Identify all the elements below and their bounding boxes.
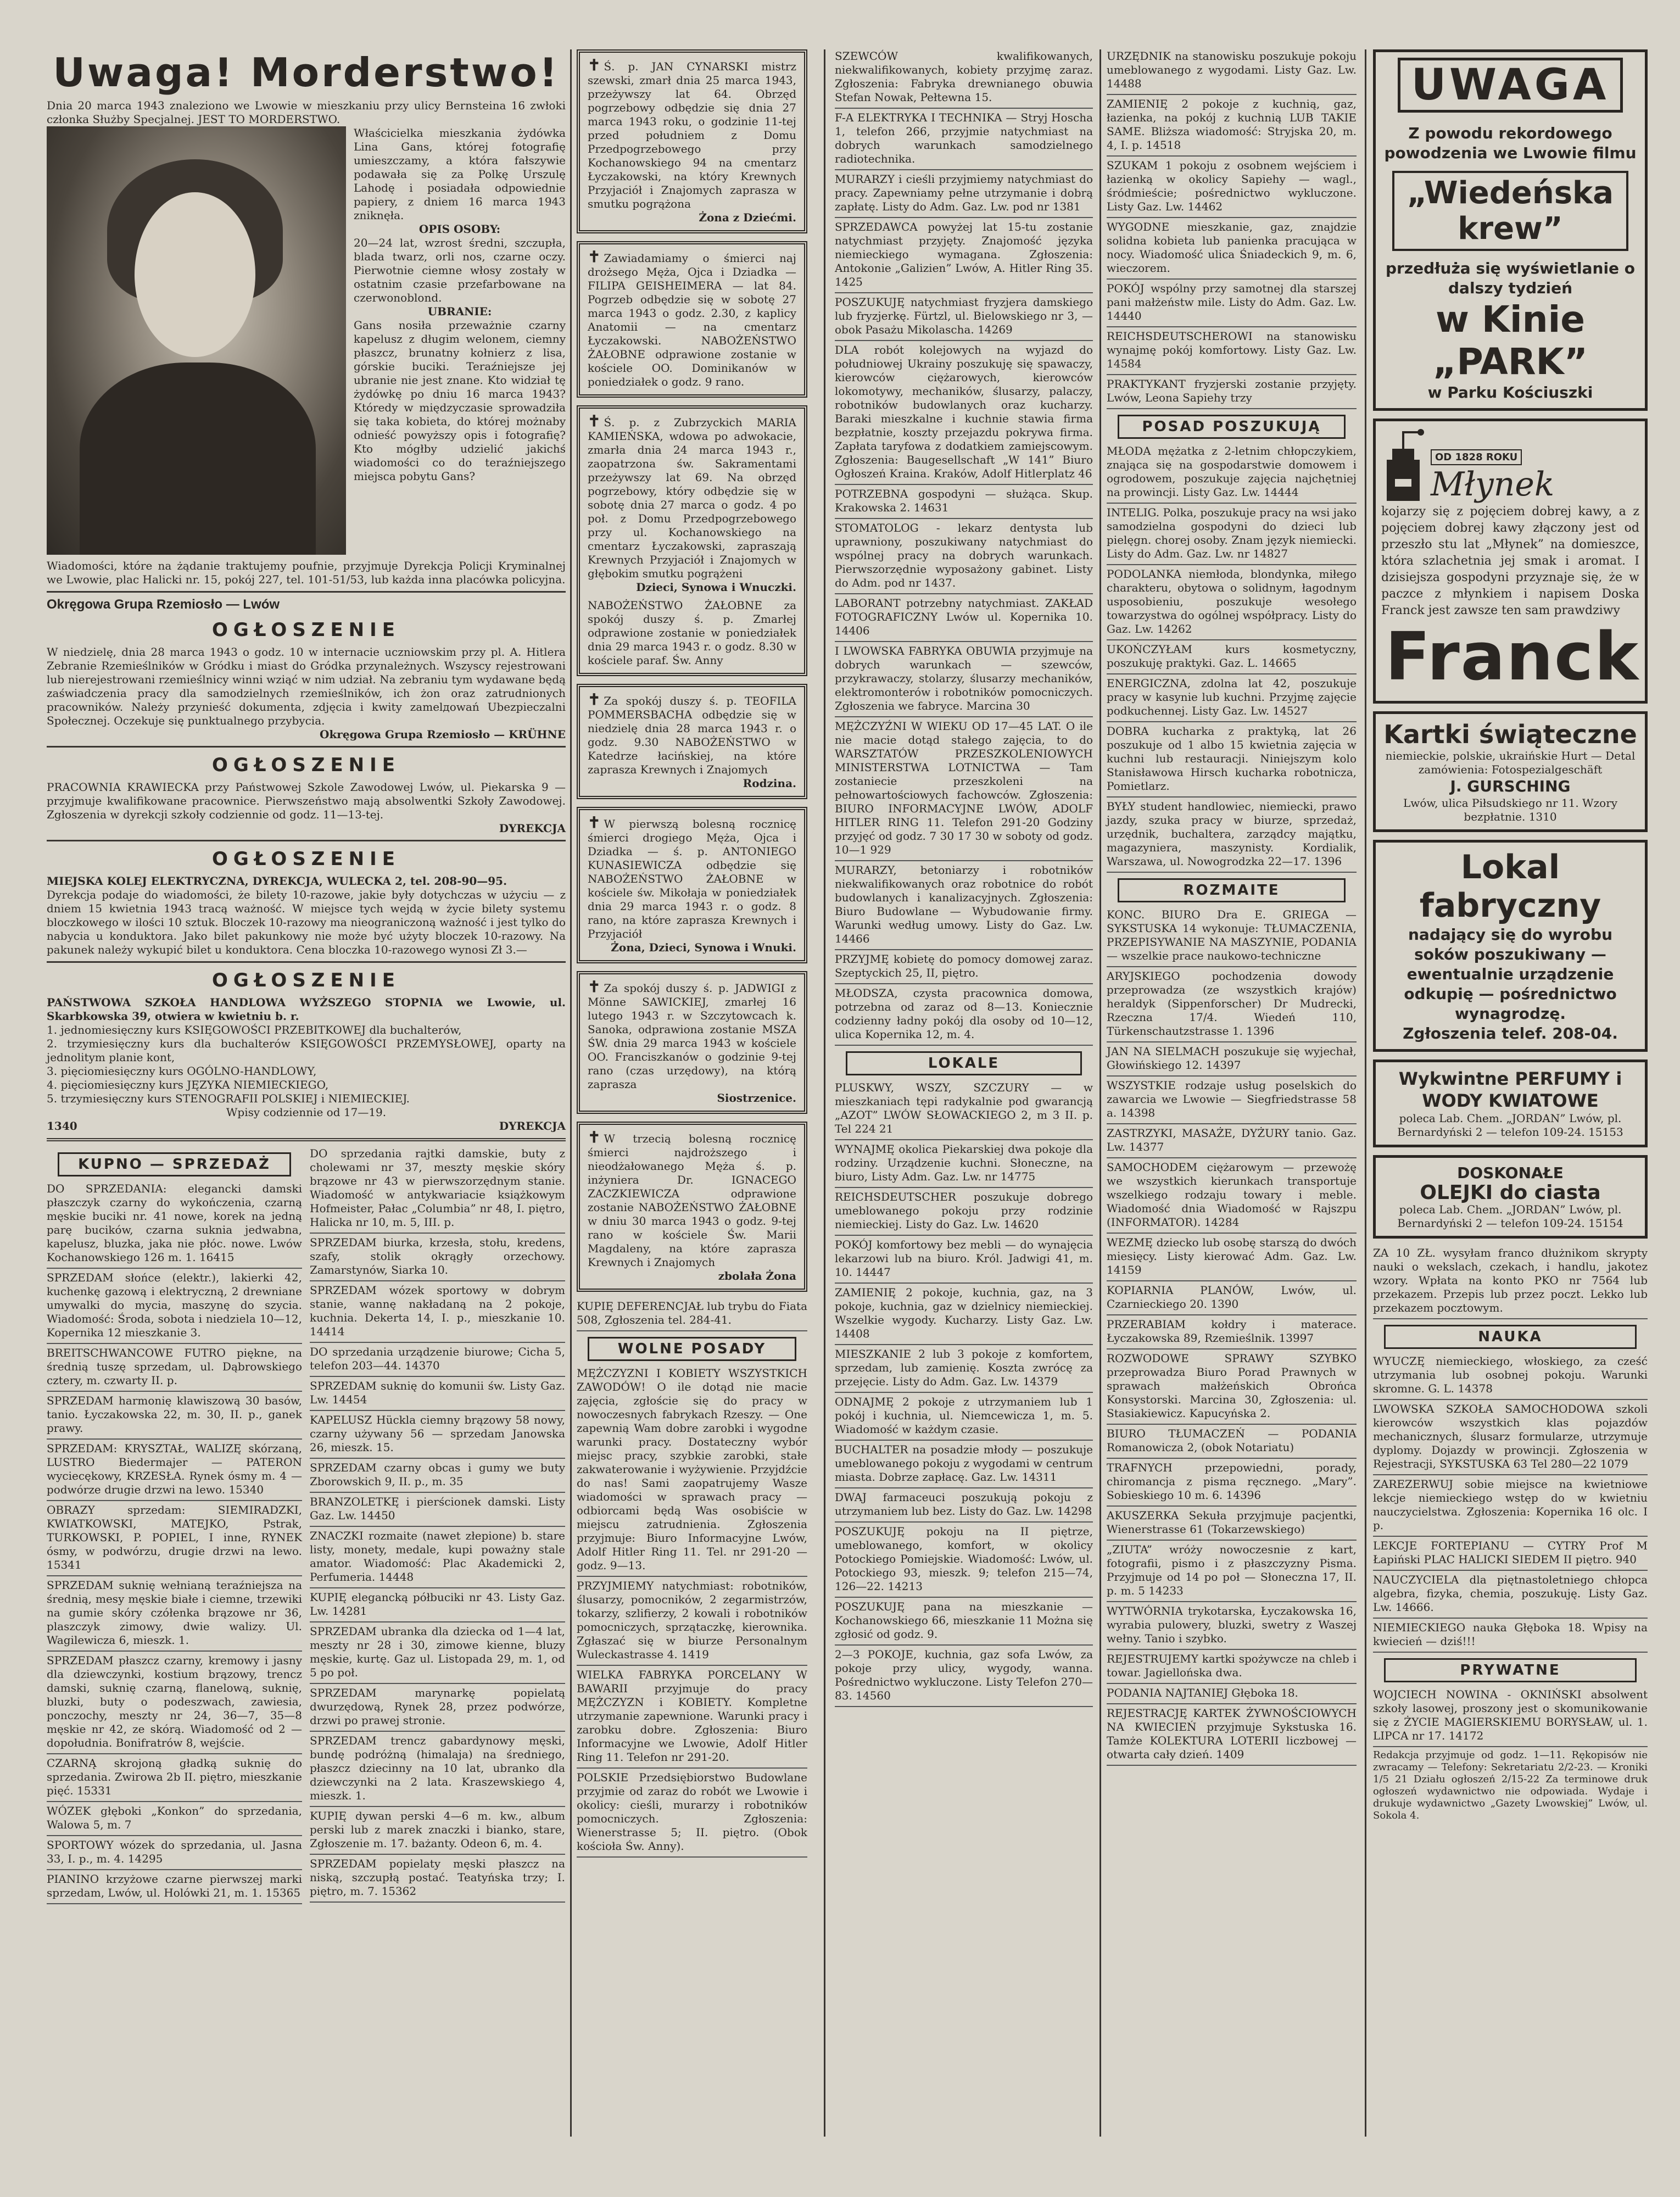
classified-ad: BUCHALTER na posadzie młody — poszukuje umeblowanego pokoju z wygodami w centrum miasta. Dobrze zapłacę. Gaz. Lw. 14311 (835, 1443, 1093, 1488)
classified-ad: KUPIĘ dywan perski 4—6 m. kw., album perski lub z marek znaczki i bianko, stare, Zgłoszenie m. 17. bażanty. Odeon 6, m. 4. (310, 1809, 565, 1855)
classified-ad: MURARZY, betoniarzy i robotników niekwalifikowanych oraz robotnice do robót budowlanych i kanalizacyjnych. Zgłoszenia: Biuro Budowlane — Wybudowanie firmy. Warunki według umowy. Listy do Gaz. Lw. 14466 (835, 863, 1093, 950)
column-rule (570, 49, 572, 2137)
film-title: „Wiedeńska krew” (1392, 171, 1628, 251)
obituary-text: Ś. p. JAN CYNARSKI mistrz szewski, zmarł dnia 25 marca 1943, przeżywszy lat 64. Obrzęd pogrzebowy odbędzie się dnia 27 marca 1943 roku, o godzinie 11-tej przed południem z Domu Przedpogrzebowego przy Kochanowskiego 94 na cmentarz Łyczakowski, na który Krewnych Przyjaciół i Znajomych zaprasza w smutku pogrążona (588, 60, 796, 210)
classified-ad: SPRZEDAWCA powyżej lat 15-tu zostanie natychmiast przyjęty. Znajomość języka niemieckiego wymagana. Zgłoszenia: Antokonie „Galizien” Lwów, A. Hitler Ring 35. 1425 (835, 220, 1093, 293)
ogloszenie-1-sig: Okręgowa Grupa Rzemiosło — KRÜHNE (320, 728, 566, 741)
photo-face (135, 192, 255, 357)
classified-ad: WEZMĘ dziecko lub osobę starszą do dwóch miesięcy. Listy kierować Adm. Gaz. Lw. 14159 (1107, 1236, 1357, 1281)
classified-ad: PRZYJMĘ kobietę do pomocy domowej zaraz. Szeptyckich 25, II, piętro. (835, 952, 1093, 984)
ogloszenie-3-text: Dyrekcja podaje do wiadomości, że bilety 10-razowe, jakie były dotychczas w użyciu — z dniem 15 kwietnia 1943 tracą ważność. W miejsce tych wejdą w życie bilety systemu bloczkowego w ilości 10 sztuk. Bloczek 10-razowy ma nieograniczoną ważność i jest tylko do nabycia u konduktora. Jako bilet pakunkowy nie może być użyty bloczek 10-razowy. Na pakunek należy wykupić bilet u konduktora. Cena bloczka 10-razowego wynosi Zł 3.— (47, 888, 566, 956)
column-rule (824, 49, 825, 2137)
classified-ad: NIEMIECKIEGO nauka Głęboka 18. Wpisy na kwiecień — dziś!!! (1373, 1621, 1648, 1653)
ogloszenie-4-item: 2. trzymiesięczny kurs dla buchalterów KSIĘGOWOŚCI PRZEMYSŁOWEJ, oparty na jednolitym planie kont, (47, 1037, 566, 1064)
perfumy-text: poleca Lab. Chem. „JORDAN” Lwów, pl. Bernardyński 2 — telefon 109-24. 15153 (1397, 1112, 1623, 1139)
column-3 (835, 49, 1093, 1709)
classified-ad: WOJCIECH NOWINA - OKNIŃSKI absolwent szkoły lasowej, proszony jest o skomunikowanie się z ŻYCIE MAGIERSKIEMU BORYSŁAW, ul. 1. LIPCA nr 17. 14172 (1373, 1688, 1648, 1747)
classified-ad: MIESZKANIE 2 lub 3 pokoje z komfortem, sprzedam, lub zamienię. Koszta zwrócę za przejęcie. Listy do Adm. Gaz. Lw. 14379 (835, 1347, 1093, 1393)
classified-ad: KUPIĘ elegancką półbuciki nr 43. Listy Gaz. Lw. 14281 (310, 1591, 565, 1622)
kartki-title: Kartki świąteczne (1383, 720, 1637, 749)
classified-ad: PODANIA NAJTANIEJ Głęboka 18. (1107, 1686, 1357, 1704)
classified-ad: OBRAZY sprzedam: SIEMIRADZKI, KWIATKOWSKI, MATEJKO, Pstrak, TURKOWSKI, P. POPIEL, I inne, RYNEK ósmy, w podwórzu, drugie drzwi na lewo. 15341 (47, 1503, 302, 1576)
perfumy-ad (1373, 1060, 1648, 1147)
classified-ad: SPRZEDAM ubranka dla dziecka od 1—4 lat, meszty nr 28 i 30, zimowe kienne, bluzy męskie, kurtę. Gaz ul. Listopada 29, m. 1, od 5 po poł. (310, 1625, 565, 1684)
classified-ad: BREITSCHWANCOWE FUTRO piękne, na średnią tuszę sprzedam, ul. Dąbrowskiego cztery, m. czwarty II. p. (47, 1346, 302, 1392)
classified-ad: SZEWCÓW kwalifikowanych, niekwalifikowanych, kobiety przyjmę zaraz. Zgłoszenia: Fabryka drewnianego obuwia Stefan Nowak, Pełtewna 15. (835, 49, 1093, 109)
classified-ad: ZAREZERWUJ sobie miejsce na kwietniowe lekcje niemieckiego wstęp do w kwietniu nauczycielstwa. Zgłoszenia: Kopernika 16 olc. I p. (1373, 1477, 1648, 1537)
cinema-location: w Parku Kościuszki (1427, 383, 1593, 402)
olejki-text: poleca Lab. Chem. „JORDAN” Lwów, pl. Bernardyński 2 — telefon 109-24. 15154 (1397, 1203, 1623, 1230)
obituary-signature: Rodzina. (743, 777, 796, 790)
obituary (577, 405, 807, 676)
lokal-phone: Zgłoszenia telef. 208-04. (1403, 1024, 1618, 1042)
mlynek-logo: Młynek (1431, 465, 1555, 504)
classified-ad: PRZYJMIEMY natychmiast: robotników, ślusarzy, pomocników, 2 zegarmistrzów, tokarzy, szlifierzy, 2 kowali i robotników pomocniczych, sprzątaczkę, kierownika. Zgłaszać się w biurze Personalnym Wuleckastrasse 4. 1419 (577, 1579, 807, 1666)
headline-murder: Uwaga! Morderstwo! (53, 49, 560, 96)
ogloszenie-4-item: 3. pięciomiesięczny kurs OGÓLNO-HANDLOWY, (47, 1064, 317, 1078)
murder-closing: Wiadomości, które na żądanie traktujemy poufnie, przyjmuje Dyrekcja Policji Kryminalnej we Lwowie, plac Halicki nr. 15, pokój 227, tel. 101-51/53, lub każda inna placówka policyjna. (47, 559, 566, 586)
ogloszenie-2-sig: DYREKCJA (499, 822, 566, 835)
classified-ad: WIELKA FABRYKA PORCELANY W BAWARII przyjmuje do pracy MĘŻCZYZN i KOBIETY. Kompletne utrzymanie zapewnione. Warunki pracy i zarobku dobre. Zgłoszenia: Biuro Informacyjne we Lwowie, Adolf Hitler Ring 11. Telefon nr 291-20. (577, 1668, 807, 1769)
classified-ad: LABORANT potrzebny natychmiast. ZAKŁAD FOTOGRAFICZNY Lwów ul. Kopernika 10. 14406 (835, 596, 1093, 642)
classified-ad: LWOWSKA SZKOŁA SAMOCHODOWA szkoli kierowców wszystkich klas pojazdów mechanicznych, ślusarz formularze, utrzymuje dyplomy. Dojazdy w prowincji. Zgłoszenia w Rejestracji, SYKSTUSKA 63 Tel 280—22 1079 (1373, 1402, 1648, 1475)
classified-ad: KAPELUSZ Hückla ciemny brązowy 58 nowy, czarny używany 56 — sprzedam Janowska 26, mieszk. 15. (310, 1413, 565, 1459)
olejki-ad (1373, 1155, 1648, 1239)
classified-ad: ZAMIENIĘ 2 pokoje, kuchnia, gaz, na 3 pokoje, kuchnia, gaz w dzielnicy niemieckiej. Wszelkie wygody. Kucharzy. Listy Gaz. Lw. 14408 (835, 1286, 1093, 1345)
ogloszenie-4-number: 1340 (47, 1119, 77, 1133)
classified-ad: MĘŻCZYZNI I KOBIETY WSZYSTKICH ZAWODÓW! O ile dotąd nie macie zajęcia, zgłoście się do pracy w nowoczesnych fabrykach Rzeszy. — One zapewnią Wam dobre zarobki i wygodne warunki pracy. Dostateczny wybór miejsc pracy, szybkie zarobki, stałe zakwaterowanie i wyżywienie. Przyjdźcie do nas! Sami zaopatrujemy Wasze wiadomości w sprawach pracy — odbiorcami będą Was osobiście w miejscu zatrudnienia. Zgłoszenia przyjmuje: Biuro Informacyjne Lwów, Adolf Hitler Ring 11. Tel. nr 291-20 — godz. 9—13. (577, 1367, 807, 1577)
ubranie-title: UBRANIE: (427, 305, 492, 318)
cross-icon: ✝ (588, 412, 601, 430)
classified-ad: DLA robót kolejowych na wyjazd do południowej Ukrainy poszukuję się spawaczy, kierowców ciężarowych, kierowców lokomotywy, mechaników, ślusarzy, palaczy, robotników budowlanych oraz kucharzy. Baraki mieszkalne i kuchnie stawia firma bezpłatnie, koszty przejazdu pokrywa firma. Zapłata taryfowa z dodatkiem zamiejscowym. Zgłoszenia: Baugesellschaft „W 141” Biuro Ogłoszeń Kraina. Kraków, Adolf Hitlerplatz 46 (835, 343, 1093, 485)
classified-ad: SZUKAM 1 pokoju z osobnem wejściem i łazienką w okolicy Sapiehy — wagl., śródmieście; pośrednictwo wykluczone. Listy Gaz. Lw. 14462 (1107, 159, 1357, 218)
obituary (577, 684, 807, 799)
lokal-title: Lokal fabryczny (1419, 848, 1601, 925)
cross-icon: ✝ (588, 56, 601, 74)
obituary (577, 49, 807, 233)
classified-ad: REICHSDEUTSCHER poszukuje dobrego umeblowanego pokoju przy rodzinie niemieckiej. Listy do Gaz. Lw. 14620 (835, 1190, 1093, 1236)
olejki-title: OLEJKI do ciasta (1420, 1181, 1601, 1204)
perfumy-title: Wykwintne PERFUMY i WODY KWIATOWE (1398, 1068, 1622, 1111)
classified-ad: SPRZEDAM płaszcz czarny, kremowy i jasny dla dziewczynki, kostium brązowy, trencz damski, suknię czarną, flanelową, suknię, bluzki, buty o podeszwach, zawiesia, ponczochy, meszty nr 24, 36—7, 35—8 męskie nr 42, ze skórą. Wiadomość od 2 — dopołudnia. Bonifratrów 8, wejście. (47, 1654, 302, 1754)
lokale-title: LOKALE (846, 1051, 1082, 1075)
classified-ad: POLSKIE Przedsiębiorstwo Budowlane przyjmie od zaraz do robót we Lwowie i okolicy: cieśli, murarzy i robotników pomocniczych. Zgłoszenia: Wienerstrasse 5; II. piętro. (Obok kościoła Św. Anny). (577, 1771, 807, 1858)
classified-ad: ARYJSKIEGO pochodzenia dowody przeprowadza (ze wszystkich krajów) heraldyk (Sippenforscher) Dr Mudrecki, Rzeczna 17/4. Wiedeń 110, Türkenschautzstrasse 1. 1396 (1107, 969, 1357, 1042)
franck-header (1381, 427, 1639, 504)
posady-title: WOLNE POSADY (588, 1337, 796, 1361)
classified-ad: MURARZY i cieśli przyjmiemy natychmiast do pracy. Zapewniamy pełne utrzymanie i dobrą zapłatę. Listy do Adm. Gaz. Lw. pod nr 1381 (835, 172, 1093, 218)
classified-ad: ZNACZKI rozmaite (nawet złepione) b. stare listy, monety, medale, kupi poważny stale amator. Wiadomość: Plac Akademicki 2, Perfumeria. 14448 (310, 1529, 565, 1588)
ogloszenie-4-sig: DYREKCJA (499, 1119, 566, 1133)
cross-icon: ✝ (588, 1128, 601, 1146)
cross-icon: ✝ (588, 813, 601, 832)
classified-ad: INTELIG. Polka, poszukuje pracy na wsi jako samodzielna gospodyni do dzieci lub pielęgn. chorej osoby. Znam język niemiecki. Listy do Adm. Gaz. Lw. nr 14827 (1107, 506, 1357, 565)
ogloszenie-1-title: OGŁOSZENIE (211, 619, 401, 641)
obituary-text: W pierwszą bolesną rocznicę śmierci drogiego Męża, Ojca i Dziadka — ś. p. ANTONIEGO KUNASIEWICZA odbędzie się NABOŻEŃSTWO ŻAŁOBNE w kościele św. Mikołaja w poniedziałek dnia 29 marca 1943 r. o godz. 8 rano, na które zaprasza Krewnych i Przyjaciół (588, 817, 796, 940)
kupno-left-column (47, 1147, 302, 1906)
obituary-text: W trzecią bolesną rocznicę śmierci najdroższego i nieodżałowanego Męża ś. p. inżyniera Dr. IGNACEGO ZACZKIEWICZA odprawione zostanie NABOŻEŃSTWO ŻAŁOBNE w dniu 30 marca 1943 o godz. 9-tej rano w kościele Św. Marii Magdaleny, na które zaprasza Krewnych i Znajomych (588, 1132, 796, 1269)
obituary-signature: Siostrzenice. (717, 1091, 796, 1105)
classified-ad: POTRZEBNA gospodyni — służąca. Skup. Krakowska 2. 14631 (835, 487, 1093, 519)
obituary-signature: Dzieci, Synowa i Wnuczki. (636, 581, 796, 594)
portrait-photo (47, 126, 346, 555)
uwaga-title: UWAGA (1398, 58, 1623, 113)
cross-icon: ✝ (588, 978, 601, 996)
classified-ad: SPRZEDAM marynarkę popielatą dwurzędową, Rynek 28, przez podwórze, drzwi po prawej stronie. (310, 1686, 565, 1732)
classified-ad: BRANZOLETKĘ i pierścionek damski. Listy Gaz. Lw. 14450 (310, 1495, 565, 1527)
classified-ad: ODNAJMĘ 2 pokoje z utrzymaniem lub 1 pokój i kuchnia, ul. Niemcewicza 1, m. 5. Wiadomość w każdym czasie. (835, 1395, 1093, 1441)
classified-ad: KONC. BIURO Dra E. GRIEGA — SYKSTUSKA 14 wykonuje: TŁUMACZENIA, PRZEPISYWANIE NA MASZYNIE, PODANIA — wszelkie prace naukowo-techniczne (1107, 908, 1357, 967)
classified-ad: ZASTRZYKI, MASAŻE, DYŻURY tanio. Gaz. Lw. 14377 (1107, 1127, 1357, 1158)
kupno-right-column (310, 1147, 565, 1906)
column-rule (1099, 49, 1101, 2137)
classified-ad: PLUSKWY, WSZY, SZCZURY — w mieszkaniach tępi radykalnie pod gwarancją „AZOT” LWÓW SŁOWACKIEGO 2, m 3 II. p. Tel 224 21 (835, 1081, 1093, 1140)
kartki-address: Lwów, ulica Piłsudskiego nr 11. Wzory bezpłatnie. 1310 (1403, 796, 1618, 823)
column-1 (47, 49, 566, 1906)
obituary-signature: zbolała Żona (718, 1269, 796, 1282)
ogloszenie-4-footer (47, 1119, 566, 1133)
rozmaite-title: ROZMAITE (1118, 878, 1346, 902)
classified-ad: STOMATOLOG - lekarz dentysta lub uprawniony, poszukiwany natychmiast do wspólnej pracy na dobrych warunkach. Pierwszorzędnie wyposażony gabinet. Listy do Adm. pod nr 1437. (835, 521, 1093, 594)
nauka-title: NAUKA (1384, 1325, 1637, 1349)
classified-ad: MŁODSZA, czysta pracownica domowa, potrzebna od zaraz od 8—13. Koniecznie codzienny ładny pokój dla osoby od 10—12, ulica Kopernika 12, m. 4. (835, 986, 1093, 1046)
classified-ad: POKÓJ komfortowy bez mebli — do wynajęcia lekarzowi lub na biuro. Król. Jadwigi 41, m. 10. 14447 (835, 1238, 1093, 1284)
classified-ad: POSZUKUJĘ pana na mieszkanie — Kochanowskiego 66, mieszkanie 11 Można się zgłosić od godz. 9. (835, 1600, 1093, 1646)
posad-title: POSAD POSZUKUJĄ (1118, 415, 1346, 439)
classified-ad: SPRZEDAM biurka, krzesła, stołu, kredens, szafy, stolik okrągły orzechowy. Zamarstynów, Siarka 10. (310, 1236, 565, 1281)
ogloszenie-4-tail: Wpisy codziennie od 17—19. (226, 1106, 387, 1119)
classified-ad: JAN NA SIELMACH poszukuje się wyjechał, Głowińskiego 12. 14397 (1107, 1045, 1357, 1077)
kartki-text: niemieckie, polskie, ukraińskie Hurt — Detal zamówienia: Fotospezialgeschäft (1385, 749, 1636, 776)
classified-ad: DO SPRZEDANIA: eleganckі damski płaszczyk czarny do wykończenia, czarną męskie buciki nr. 41 nowe, korek na jedną parę bucików, czarna suknia jedwabna, kapelusz, bluzka, jaka nie płóc. nowe. Lwów Kochanowskiego 126 m. 1. 16415 (47, 1182, 302, 1269)
ogloszenie-2-text: PRACOWNIA KRAWIECKA przy Państwowej Szkole Zawodowej Lwów, ul. Piekarska 9 — przyjmuje kwalifikowane pracownice. Pierwszeństwo mają absolwentki Szkoły Zawodowej. Zgłoszenia w dyrekcji szkoły codziennie od godz. 11—13-tej. (47, 780, 566, 821)
kartki-firm: J. GURSCHING (1450, 777, 1571, 795)
kartki-ad (1373, 711, 1648, 832)
classified-ad: KOPIARNIA PLANÓW, Lwów, ul. Czarnieckiego 20. 1390 (1107, 1284, 1357, 1315)
classified-ad: NAUCZYCIELA dla piętnastoletniego chłopca algebra, fizyka, chemia, poszukuję. Listy Gaz. Lw. 14666. (1373, 1573, 1648, 1619)
franck-text: kojarzy się z pojęciem dobrej kawy, a z pojęciem dobrej kawy złączony jest od przeszło stu lat „Młynek” na domieszce, która szlachetnia jej smak i aromat. I dzisiejsza gospodyni przyznaje się, że w paczce z młynkiem i napisem Doska Franck jest zawsze ten sam prawdziwy (1381, 505, 1639, 617)
obituary-text: NABOŻEŃSTWO ŻAŁOBNE za spokój duszy ś. p. Zmarłej odprawione zostanie w poniedziałek dnia 29 marca 1943 r. o godz. 8.30 w kościele paraf. Św. Anny (588, 599, 796, 667)
classified-ad: BIURO TŁUMACZEŃ — PODANIA Romanowicza 2, (obok Notariatu) (1107, 1427, 1357, 1459)
classified-ad: ENERGICZNA, zdolna lat 42, poszukuje pracy w kasynie lub kuchni. Przyjmę zajęcie podkuchennej. Listy Gaz. Lw. 14527 (1107, 677, 1357, 722)
cross-icon: ✝ (588, 690, 601, 709)
classified-ad: PODOLANKA niemłoda, blondynka, miłego charakteru, obytowa o solidnym, łagodnym usposobieniu, poszukuje wesołego towarzystwa do ogólnej współpracy. Listy do Gaz. Lw. 14262 (1107, 567, 1357, 640)
classified-ad: „ZIUTA” wróży nowoczesnie z kart, fotografii, pismo i z płaszczyzny Pisma. Przyjmuje od 14 po poł — Słoneczna 17, II. p. m. 5 14233 (1107, 1543, 1357, 1602)
ogloszenie-2-title: OGŁOSZENIE (211, 754, 401, 776)
classified-ad: DO sprzedania urządzenie biurowe; Cicha 5, telefon 203—44. 14370 (310, 1345, 565, 1377)
classified-ad: SPORTOWY wózek do sprzedania, ul. Jasna 33, I. p., m. 4. 14295 (47, 1838, 302, 1870)
opis-title: OPIS OSOBY: (418, 222, 501, 236)
classified-ad: PIANINO krzyżowe czarne pierwszej marki sprzedam, Lwów, ul. Holówki 21, m. 1. 15365 (47, 1872, 302, 1904)
obituary (577, 1122, 807, 1292)
classified-ad: REJESTRACJĘ KARTEK ŻYWNOŚCIOWYCH NA KWIECIEŃ przyjmuje Sykstuska 16. Tamże KOLEKTURA LOTERII liczbowej — otwarta cały dzień. 1409 (1107, 1707, 1357, 1766)
classified-ad: I LWOWSKA FABRYKA OBUWIA przyjmuje na dobrych warunkach — szewców, przykrawaczy, stolarzy, ślusarzy mechaników, elektromonterów i robotników pomocniczych. Zgłoszenia we fabryce. Marcina 30 (835, 644, 1093, 717)
cinema-name: w Kinie „PARK” (1432, 298, 1588, 383)
classified-ad: WYUCZĘ niemieckiego, włoskiego, za cześć utrzymania lub osobnej pokoju. Warunki skromne. G. L. 14378 (1373, 1354, 1648, 1400)
classified-ad: DWAJ farmaceuci poszukują pokoju z utrzymaniem lub bez. Listy do Gaz. Lw. 14298 (835, 1491, 1093, 1523)
classified-ad: AKUSZERKA Sekuła przyjmuje pacjentki, Wienerstrasse 61 (Tokarzewskiego) (1107, 1509, 1357, 1541)
cinema-ad (1373, 49, 1648, 411)
uwaga-text: Z powodu rekordowego powodzenia we Lwowie filmu (1384, 124, 1637, 162)
classified-ad: PRAKTYKANT fryzjerski zostanie przyjęty. Lwów, Leona Sapiehy trzy (1107, 377, 1357, 409)
column-5 (1373, 49, 1648, 1822)
obituary (577, 971, 807, 1114)
classified-ad: BYŁY student handlowiec, niemiecki, prawo jazdy, szuka pracy w biurze, sprzedaż, urzędnik, buchaltera, zarządcy majątku, magazyniera, maszynisty. Kordialik, Warszawa, ul. Nowogrodzka 22—17. 1396 (1107, 800, 1357, 873)
grupa-header: Okręgowa Grupa Rzemiosło — Lwów (47, 597, 280, 612)
classified-ad: SAMOCHODEM ciężarowym — przewożę we wszystkich kierunkach transportuje wszelkiego rodzaju towary i meble. Wiadomość dnia Wiadomość w Rajszpu (INFORMATOR). 14284 (1107, 1161, 1357, 1234)
classified-ad: ZA 10 ZŁ. wysyłam franco dłużnikom skrypty nauki o wekslach, czekach, i handlu, jakotez wzory. Wpłata na konto PKO nr 7564 lub przekazem. Przepis lub przez poczt. Lekko lub przekazem pocztowym. (1373, 1246, 1648, 1319)
classified-ad: SPRZEDAM trencz gabardynowy męski, bundę podróżną (himalaja) na średniego, płaszcz dziecinny na 10 lat, ubranko dla dziewczynki na 2 lata. Kraszewskiego 4, mieszk. 1. (310, 1734, 565, 1807)
mlynek-year: OD 1828 ROKU (1431, 449, 1522, 465)
lokal-ad (1373, 840, 1648, 1052)
classified-ad: WSZYSTKIE rodzaje usług poselskich do zawarcia we Lwowie — Siegfriedstrasse 58 a. 14398 (1107, 1079, 1357, 1124)
classified-ad: WYNAJMĘ okolica Piekarskiej dwa pokoje dla rodziny. Urządzenie kuchni. Słoneczne, na biuro, Listy Adm. Gaz. Lw. nr 14775 (835, 1142, 1093, 1188)
classified-ad: KUPIĘ DEFERENCJAŁ lub trybu do Fiata 508, Zgłoszenia tel. 284-41. (577, 1300, 807, 1331)
ogloszenie-4-item: 5. trzymiesięczny kurs STENOGRAFII POLSKIEJ i NIEMIECKIEJ. (47, 1092, 410, 1105)
redakcja-footer: Redakcja przyjmuje od godz. 1—11. Rękopisów nie zwracamy — Telefony: Sekretariatu 2/2-23. — Kroniki 1/5 21 Działu ogłoszeń 2/15-22 Za terminowe druk ogłoszeń wydawnictwo nie odpowiada. Wydaje i drukuje wydawnictwo „Gazety Lwowskiej” Lwów, ul. Sokola 4. (1373, 1749, 1648, 1821)
franck-logo: Franck (1385, 619, 1639, 695)
murder-body: Właścicielka mieszkania żydówka Lina Gans, której fotografię umieszczamy, a która fałszywie podawała się za Polkę Urszulę Lahodę i posiadała odpowiednie papiery, z dniem 16 marca 1943 zniknęła. (354, 126, 566, 222)
classified-ad: WÓZEK głęboki „Konkon” do sprzedania, Walowa 5, m. 7 (47, 1804, 302, 1836)
classified-ad: SPRZEDAM suknię do komunii św. Listy Gaz. Lw. 14454 (310, 1379, 565, 1411)
classified-ad: URZĘDNIK na stanowisku poszukuje pokoju umeblowanego z wygodami. Listy Gaz. Lw. 14488 (1107, 49, 1357, 95)
classified-ad: SPRZEDAM czarny obcas i gumy we buty Zborowskich 9, II. p., m. 35 (310, 1461, 565, 1493)
classified-ad: PRZERABIAM kołdry i materace. Łyczakowska 89, Rzemieślnik. 13997 (1107, 1318, 1357, 1350)
obituary-signature: Żona z Dziećmi. (699, 211, 796, 224)
column-rule (1365, 49, 1366, 2137)
ogloszenie-4-item: 1. jednomiesięczny kurs KSIĘGOWOŚCI PRZEBITKOWEJ dla buchalterów, (47, 1023, 462, 1036)
ogloszenie-4-lead: PAŃSTWOWA SZKOŁA HANDLOWA WYŻSZEGO STOPNIA we Lwowie, ul. Skarbkowska 39, otwiera w kwietniu b. r. (47, 996, 566, 1023)
classified-ad: WYGODNE mieszkanie, gaz, znajdzie solidna kobieta lub panienka pracująca w nocy. Wiadomość ulica Śniadeckich 9, m. 6, wieczorem. (1107, 220, 1357, 280)
classified-ad: TRAFNYCH przepowiedni, porady, chiromancja z pisma ręcznego. „Mary”. Sobieskiego 10 m. 6. 14396 (1107, 1461, 1357, 1507)
ogloszenie-3-title: OGŁOSZENIE (211, 848, 401, 870)
classified-ad: WYTWÓRNIA trykotarska, Łyczakowska 16, wyrabia pulowery, bluzki, swetry z Waszej wełny. Tanio i szybko. (1107, 1604, 1357, 1650)
classified-ad: SPRZEDAM suknię wełnianą teraźniejsza na średnią, mesy męskie białe i ciemne, trzewiki na gumie skóry czółenka brązowe nr 36, plaszczyk zimowy, dwie walizy. Ul. Wagilewicza 6, mieszk. 1. (47, 1579, 302, 1652)
classified-ad: REICHSDEUTSCHEROWI na stanowisku wynajmę pokój komfortowy. Listy Gaz. Lw. 14584 (1107, 330, 1357, 375)
classified-ad: 2—3 POKOJE, kuchnia, gaz sofa Lwów, za pokoje przy ulicy, wygody, wanna. Pośrednictwo wykluczone. Listy Telefon 270—83. 14560 (835, 1648, 1093, 1707)
ubranie-text: Gans nosiła przeważnie czarny kapelusz z długim welonem, ciemny płaszcz, brunatny kołnierz z lisa, górskie buciki. Teraźniejsze jej ubranie nie jest znane. Kto widział tę żydówkę po dniu 16 marca 1943? Któredy w międzyczasie sprowadziła się taka kobieta, do której możnaby odnieść powyższy opis i fotografię? Kto mógłby udzielić jakichś wiadomości co do teraźniejszego miejsca pobytu Gans? (354, 319, 566, 483)
classified-ad: POSZUKUJĘ pokoju na II piętrze, umeblowanego, komfort, w okolicy Potockiego Pomiejskie. Wiadomość: Lwów, ul. Potockiego 93, mieszk. 9; telefon 215—74, 126—22. 14213 (835, 1525, 1093, 1598)
obituary-text: Za spokój duszy ś. p. TEOFILA POMMERSBACHA odbędzie się w niedzielę dnia 28 marca 1943 r. o godz. 9.30 NABOŻEŃSTWO w Katedrze łacińskiej, na które zaprasza Krewnych i Znajomych (588, 694, 796, 776)
classified-ad: F-A ELEKTRYKA I TECHNIKA — Stryj Hoscha 1, telefon 266, przyjmie natychmiast na dobrych warunkach samodzielnego radiotechnika. (835, 111, 1093, 170)
classified-ad: POSZUKUJĘ natychmiast fryzjera damskiego lub fryzjerkę. Fürtzl, ul. Bielowskiego nr 3, — obok Pasażu Mikolascha. 14269 (835, 295, 1093, 341)
classified-ad: SPRZEDAM popielaty męski płaszcz na niską, szczupłą postać. Teatyńska trzy; I. piętro, m. 7. 15362 (310, 1857, 565, 1903)
ogloszenie-3-lead: MIEJSKA KOLEJ ELEKTRYCZNA, DYREKCJA, WULECKA 2, tel. 208-90—95. (47, 874, 507, 888)
obituary (577, 241, 807, 398)
classified-ad: SPRZEDAM: KRYSZTAŁ, WALIZĘ skórzaną, LUSTRO Biedermajer — PATERON wyciecękowy, KRZESŁA. Rynek ósmy m. 4 — podwórze drugie drzwi na lewo. 15340 (47, 1442, 302, 1501)
classified-ad: POKÓJ wspólny przy samotnej dla starszej pani małżeństw mile. Listy do Adm. Gaz. Lw. 14440 (1107, 282, 1357, 327)
classified-ad: SPRZEDAM słońce (elektr.), lakierki 42, kuchenkę gazową i elektryczną, 2 drewniane umywalki do mycia, maszynę do szycia. Wiadomość: Środa, sobota i niedziela 10—12, Kopernika 12 mieszkanie 3. (47, 1271, 302, 1344)
cross-icon: ✝ (588, 248, 601, 266)
classified-ad: MĘŻCZYŹNI W WIEKU OD 17—45 LAT. O ile nie macie dotąd stałego zajęcia, to do WARSZTATÓW PRZESZKOLENIOWYCH MINISTERSTWA LOTNICTWA — Tam zostaniecie przeszkoleni na pełnowartościowych fachowców. Zgłoszenia: BIURO INFORMACYJNE LWÓW, ADOLF HITLER RING 11. Telefon 291-20 Godziny przyjęć od godz. 7 30 17 30 w soboty od godz. 10—1 929 (835, 720, 1093, 861)
obituary-text: Zawiadamiamy o śmierci naj drożsego Męża, Ojca i Dziadka — FILIPA GEISHEIMERA — lat 84. Pogrzeb odbędzie się w sobotę 27 marca 1943 o godz. 2.30, z kaplicy Anatomii — na cmentarz Łyczakowski. NABOŻEŃSTWO ŻAŁOBNE odprawione zostanie w kościele OO. Dominikanów w poniedziałek o godz. 9 rano. (588, 252, 796, 388)
uwaga-text-2: przedłuża się wyświetlanie o dalszy tydzień (1385, 259, 1636, 297)
column-2 (577, 49, 807, 1860)
coffee-grinder-icon (1381, 427, 1425, 504)
kupno-section (47, 1147, 566, 1906)
lokal-text: nadający się do wyrobu soków poszukiwany — ewentualnie urządzenie odkupię — pośrednictwo wynagrodzę. (1404, 925, 1617, 1023)
kupno-title: KUPNO — SPRZEDAŻ (58, 1152, 291, 1176)
classified-ad: SPRZEDAM harmonię klawiszową 30 basów, tanio. Łyczakowska 22, m. 30, II. p., ganek prawy. (47, 1394, 302, 1440)
opis-text: 20—24 lat, wzrost średni, szczupła, blada twarz, orli nos, czarne oczy. Pierwotnie ciemne włosy zostały w ostatnim czasie przefarbowane na czerwonoblond. (354, 236, 566, 304)
prywatne-title: PRYWATNE (1384, 1658, 1637, 1682)
obituary-text: Ś. p. z Zubrzyckich MARIA KAMIEŃSKA, wdowa po adwokacie, zmarła dnia 24 marca 1943 r., zaopatrzona św. Sakramentami przeżywszy lat 69. Na obrzęd pogrzebowy, który odbędzie się w sobotę dnia 27 marca o godz. 4 po poł. z Domu Przedpogrzebowego przy ul. Kochanowskiego na cmentarz Łyczakowski, zapraszają Krewnych Przyjaciół i Znajomych w głębokim smutku pogrążeni (588, 416, 796, 580)
classified-ad: CZARNĄ skrojoną gładką suknię do sprzedania. Zwirowa 2b II. piętro, mieszkanie pięć. 15331 (47, 1757, 302, 1802)
olejki-pre: DOSKONAŁE (1457, 1164, 1564, 1182)
photo-body (80, 363, 316, 555)
classified-ad: MŁODA mężatka z 2-letnim chłopczykiem, znająca się na gospodarstwie domowem i ogrodowem, poszukuje zajęcia najchętniej na prowincji. Listy Gaz. Lw. 14444 (1107, 444, 1357, 504)
classified-ad: UKOŃCZYŁAM kurs kosmetyczny, poszukuję praktyki. Gaz. L. 14665 (1107, 643, 1357, 674)
classified-ad: DO sprzedania rajtki damskie, buty z cholewami nr 37, meszty męskie skóry brązowe nr 43 w pierwszorzędnym stanie. Wiadomość w antykwariacie książkowym Hofmeister, Pałac „Columbia” nr 48, I. piętro, Halicka nr 10, m. 5, III. p. (310, 1147, 565, 1234)
obituary (577, 807, 807, 963)
column-4 (1107, 49, 1357, 1768)
obituary-text: Za spokój duszy ś. p. JADWIGI z Mönne SAWICKIEJ, zmarłej 16 lutego 1943 r. w Szczytowcach k. Sanoka, odprawiona zostanie MSZA ŚW. dnia 29 marca 1943 w kościele OO. Franciszkanów o godzinie 9-tej rano (czas urzędowy), na którą zaprasza (588, 982, 796, 1091)
ogloszenie-4-title: OGŁOSZENIE (211, 969, 401, 991)
obituary-signature: Żona, Dzieci, Synowa i Wnuki. (611, 941, 796, 954)
classified-ad: SPRZEDAM wózek sportowy w dobrym stanie, wannę nakładaną na 2 pokoje, kuchnia. Dekerta 14, I. p., mieszkanie 10. 14414 (310, 1284, 565, 1343)
classified-ad: ROZWODOWE SPRAWY SZYBKO przeprowadza Biuro Porad Prawnych w sprawach małżeńskich Obrońca Konsystorski. Marcina 30, Zgłoszenia: ul. Stasiakiewicz. Kapucyńska 2. (1107, 1352, 1357, 1425)
murder-intro: Dnia 20 marca 1943 znaleziono we Lwowie w mieszkaniu przy ulicy Bernsteina 16 zwłoki członka Służby Specjalnej. JEST TO MORDERSTWO. (47, 99, 566, 126)
classified-ad: ZAMIENIĘ 2 pokoje z kuchnią, gaz, łazienka, na pokój z kuchnią LUB TAKIE SAME. Bliższa wiadomość: Stryjska 20, m. 4, I. p. 14518 (1107, 97, 1357, 157)
ogloszenie-1-text: W niedzielę, dnia 28 marca 1943 o godz. 10 w internacie uczniowskim przy pl. A. Hitlera Zebranie Rzemieślników w Gródku i miast do Gródka przynależnych. Wszyscy rejestrowani lub nierejestrowani rzemieślnicy winni wziąć w nim udział. Na zebraniu tym wydawane będą zaświadczenia pracy dla samodzielnych rzemieślników, ich żon oraz zatrudnionych pracowników. Należy przynieść dokumenta, zdjęcia i kwity zamelдowań Ubezpieczalni Społecznej. Oczekuje się punktualnego przybycia. (47, 645, 566, 727)
franck-ad (1373, 419, 1648, 704)
classified-ad: REJESTRUJEMY kartki spożywcze na chleb i towar. Jagiellońska dwa. (1107, 1652, 1357, 1684)
classified-ad: DOBRA kucharka z praktyką, lat 26 poszukuje od 1 albo 15 kwietnia zajęcia w kuchni lub restauracji. Niniejszym kolo Stanisławowa Hirsch kucharka robotnicza, Pomietlarz. (1107, 724, 1357, 798)
classified-ad: LEKCJE FORTEPIANU — CYTRY Prof M Łapiński PLAC HALICKI SIEDEM II piętro. 940 (1373, 1539, 1648, 1571)
ogloszenie-4-item: 4. pięciomiesięczny kurs JĘZYKA NIEMIECKIEGO, (47, 1078, 329, 1091)
